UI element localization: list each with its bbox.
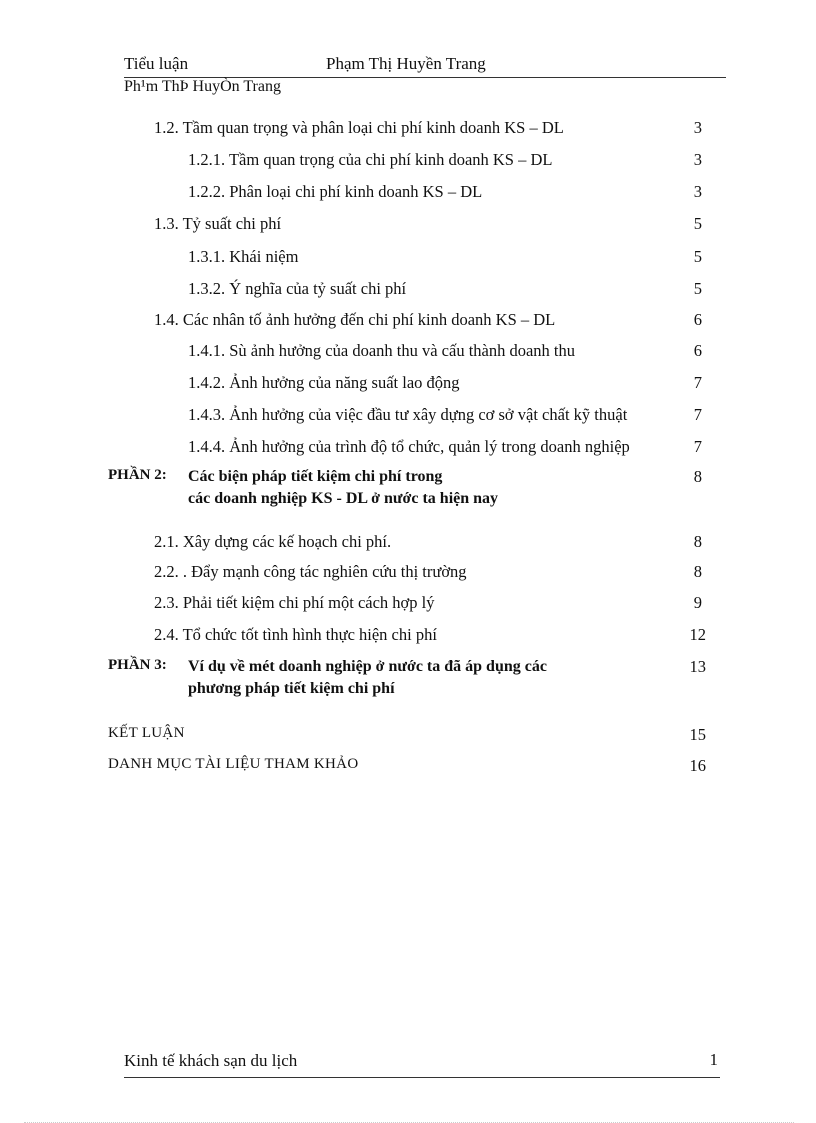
toc-page-1-4-1: 6 — [693, 341, 702, 360]
toc-page-1-4: 6 — [693, 310, 702, 329]
references-page: 16 — [689, 756, 706, 775]
part-3-title[interactable] — [188, 656, 547, 700]
toc-entry-1-2-1[interactable]: 1.2.1. Tầm quan trọng của chi phí kinh doanh KS – DL — [188, 150, 553, 169]
toc-entry-2-2[interactable]: 2.2. . Đẩy mạnh công tác nghiên cứu thị trường — [154, 562, 467, 581]
part-2-title[interactable] — [188, 466, 498, 510]
toc-page-1-2-1: 3 — [693, 150, 702, 169]
toc-page-2-4: 12 — [689, 625, 706, 644]
part-2-title-line-2: các doanh nghiệp KS - DL ở nước ta hiện nay — [188, 490, 499, 507]
part-2-label: PHẦN 2: — [108, 467, 167, 483]
toc-entry-2-3[interactable]: 2.3. Phải tiết kiệm chi phí một cách hợp lý — [154, 593, 435, 612]
toc-entry-2-4[interactable]: 2.4. Tổ chức tốt tình hình thực hiện chi phí — [154, 625, 437, 644]
references-entry[interactable]: DANH MỤC TÀI LIỆU THAM KHẢO — [108, 756, 359, 772]
toc-entry-1-3-1[interactable]: 1.3.1. Khái niệm — [188, 247, 299, 266]
toc-page-1-4-3: 7 — [693, 405, 702, 424]
part-3-title-line-2: phương pháp tiết kiệm chi phí — [188, 680, 395, 697]
footer-rule — [124, 1077, 720, 1078]
toc-page-1-4-4: 7 — [693, 437, 702, 456]
part-3-title-line-1: Ví dụ về mét doanh nghiệp ở nước ta đã áp dụng các — [188, 658, 547, 675]
toc-page-1-4-2: 7 — [693, 373, 702, 392]
toc-entry-1-2[interactable]: 1.2. Tầm quan trọng và phân loại chi phí kinh doanh KS – DL — [154, 118, 564, 137]
toc-entry-1-4-3[interactable]: 1.4.3. Ảnh hưởng của việc đầu tư xây dựng cơ sở vật chất kỹ thuật — [188, 405, 628, 424]
part-3-label: PHẦN 3: — [108, 657, 167, 673]
part-3-page: 13 — [689, 657, 706, 676]
header-garbled-author: Ph¹m ThÞ HuyÒn Trang — [124, 78, 281, 95]
footer-course-title: Kinh tế khách sạn du lịch — [124, 1051, 298, 1070]
toc-entry-1-4-1[interactable]: 1.4.1. Sù ảnh hưởng của doanh thu và cấu thành doanh thu — [188, 341, 576, 360]
toc-entry-1-2-2[interactable]: 1.2.2. Phân loại chi phí kinh doanh KS – DL — [188, 182, 483, 201]
toc-page-1-3: 5 — [693, 214, 702, 233]
toc-page-1-3-1: 5 — [693, 247, 702, 266]
toc-entry-1-3[interactable]: 1.3. Tỷ suất chi phí — [154, 214, 282, 233]
footer-page-number: 1 — [709, 1050, 718, 1069]
toc-page-2-1: 8 — [693, 532, 702, 551]
toc-entry-2-1[interactable]: 2.1. Xây dựng các kế hoạch chi phí. — [154, 532, 392, 551]
header-doc-type: Tiểu luận — [124, 54, 189, 73]
toc-page-1-2-2: 3 — [693, 182, 702, 201]
part-2-page: 8 — [693, 467, 702, 486]
part-2-title-line-1: Các biện pháp tiết kiệm chi phí trong — [188, 468, 443, 485]
toc-entry-1-4[interactable]: 1.4. Các nhân tố ảnh hưởng đến chi phí kinh doanh KS – DL — [154, 310, 556, 329]
toc-page-1-2: 3 — [693, 118, 702, 137]
toc-page-2-2: 8 — [693, 562, 702, 581]
header-author: Phạm Thị Huyền Trang — [326, 54, 486, 73]
toc-entry-1-3-2[interactable]: 1.3.2. Ý nghĩa của tỷ suất chi phí — [188, 279, 407, 298]
toc-page-1-3-2: 5 — [693, 279, 702, 298]
toc-entry-1-4-2[interactable]: 1.4.2. Ảnh hưởng của năng suất lao động — [188, 373, 460, 392]
conclusion-entry[interactable]: KẾT LUẬN — [108, 725, 185, 741]
toc-entry-1-4-4[interactable]: 1.4.4. Ảnh hưởng của trình độ tổ chức, quản lý trong doanh nghiệp — [188, 437, 630, 456]
toc-page-2-3: 9 — [693, 593, 702, 612]
conclusion-page: 15 — [689, 725, 706, 744]
